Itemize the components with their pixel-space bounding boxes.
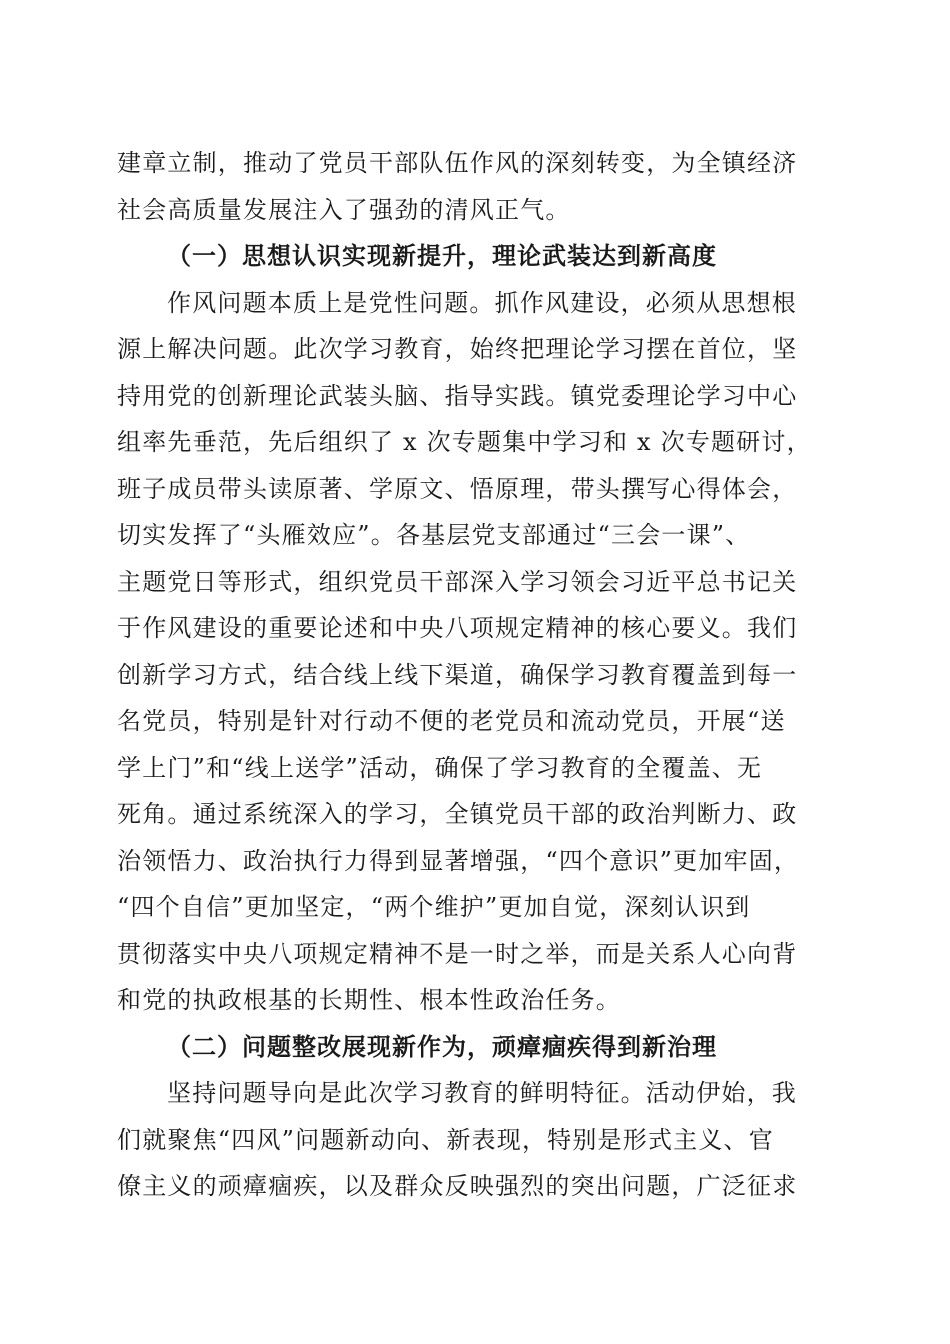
paragraph-line: 主题党日等形式，组织党员干部深入学习领会习近平总书记关 <box>117 567 798 596</box>
paragraph-line: 死角。通过系统深入的学习，全镇党员干部的政治判断力、政 <box>117 800 798 828</box>
paragraph-line: 持用党的创新理论武装头脑、指导实践。镇党委理论学习中心 <box>117 381 798 410</box>
paragraph-line: 治领悟力、政治执行力得到显著增强，“四个意识”更加牢固， <box>117 846 800 875</box>
paragraph-line: 贯彻落实中央八项规定精神不是一时之举，而是关系人心向背 <box>117 939 798 968</box>
paragraph-line: 源上解决问题。此次学习教育，始终把理论学习摆在首位，坚 <box>117 335 798 363</box>
paragraph-line: 们就聚焦“四风”问题新动向、新表现，特别是形式主义、官 <box>117 1125 774 1154</box>
paragraph-line: 建章立制，推动了党员干部队伍作风的深刻转变，为全镇经济 <box>117 149 798 177</box>
paragraph-line: 学上门”和“线上送学”活动，确保了学习教育的全覆盖、无 <box>117 753 763 782</box>
paragraph-line: 社会高质量发展注入了强劲的清风正气。 <box>117 195 571 224</box>
paragraph-line: 名党员，特别是针对行动不便的老党员和流动党员，开展“送 <box>117 707 786 735</box>
paragraph-line: 创新学习方式，结合线上线下渠道，确保学习教育覆盖到每一 <box>117 660 798 689</box>
paragraph-line: 坚持问题导向是此次学习教育的鲜明特征。活动伊始，我 <box>167 1079 797 1107</box>
paragraph-line: 于作风建设的重要论述和中央八项规定精神的核心要义。我们 <box>117 614 798 642</box>
paragraph-line: 班子成员带头读原著、学原文、悟原理，带头撰写心得体会， <box>117 474 798 503</box>
document-body <box>117 140 833 1210</box>
section-heading-1: （一）思想认识实现新提升，理论武装达到新高度 <box>167 241 717 270</box>
paragraph-line: 切实发挥了“头雁效应”。各基层党支部通过“三会一课”、 <box>117 521 751 549</box>
paragraph-line: 作风问题本质上是党性问题。抓作风建设，必须从思想根 <box>167 288 797 317</box>
paragraph-line: 僚主义的顽瘴痼疾，以及群众反映强烈的突出问题，广泛征求 <box>117 1172 798 1200</box>
paragraph-line: 组率先垂范，先后组织了 x 次专题集中学习和 x 次专题研讨， <box>117 428 812 456</box>
section-heading-2: （二）问题整改展现新作为，顽瘴痼疾得到新治理 <box>167 1031 717 1061</box>
paragraph-line: “四个自信”更加坚定，“两个维护”更加自觉，深刻认识到 <box>117 893 751 921</box>
paragraph-line: 和党的执政根基的长期性、根本性政治任务。 <box>117 986 621 1014</box>
